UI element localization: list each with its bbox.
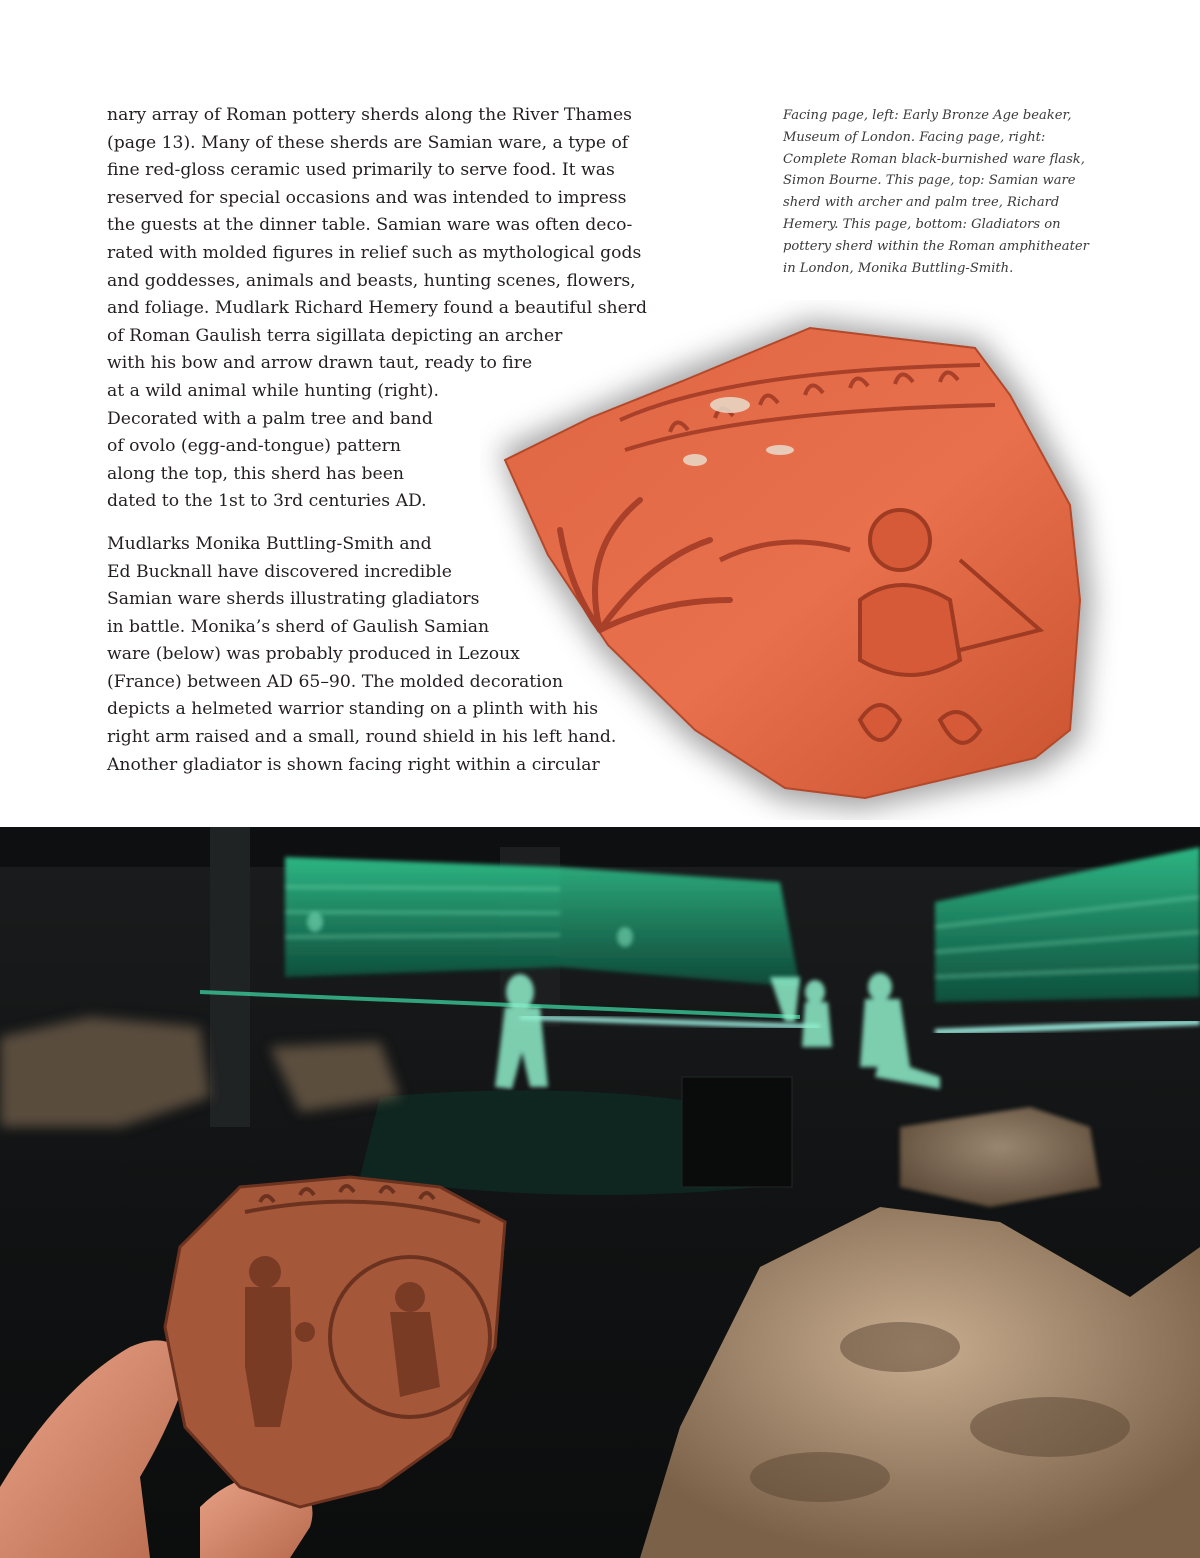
samian-sherd-illustration	[480, 300, 1130, 820]
text-line: dated to the 1st to 3rd centuries AD.	[107, 491, 427, 512]
caption-line: pottery sherd within the Roman amphitheater	[783, 238, 1089, 254]
caption-line: in London, Monika Buttling-Smith.	[783, 260, 1014, 276]
pillar	[210, 827, 250, 1127]
text-line: depicts a helmeted warrior standing on a plinth with his	[107, 699, 599, 720]
caption-line: Simon Bourne. This page, top: Samian ware	[783, 173, 1076, 189]
text-line: along the top, this sherd has been	[107, 463, 404, 484]
caption-line: Complete Roman black-burnished ware flask,	[783, 151, 1085, 167]
photo-caption	[783, 105, 1113, 279]
amphitheater-scene	[0, 827, 1200, 1558]
text-line: and goddesses, animals and beasts, hunting scenes, flowers,	[107, 270, 636, 291]
caption-line: Museum of London. Facing page, right:	[783, 129, 1046, 145]
text-line: Another gladiator is shown facing right within a circular	[107, 754, 600, 775]
caption-line: sherd with archer and palm tree, Richard	[783, 195, 1060, 211]
text-line: in battle. Monika’s sherd of Gaulish Samian	[107, 616, 490, 637]
amphitheater-photo	[0, 827, 1200, 1558]
text-line: Mudlarks Monika Buttling-Smith and	[107, 533, 432, 554]
text-line: ware (below) was probably produced in Lezoux	[107, 644, 520, 665]
display-plinth	[682, 1077, 792, 1187]
sherd-body	[505, 328, 1080, 798]
text-line: at a wild animal while hunting (right).	[107, 380, 439, 401]
text-line: Ed Bucknall have discovered incredible	[107, 561, 452, 582]
text-line: (France) between AD 65–90. The molded decoration	[107, 671, 564, 692]
samian-sherd-photo	[480, 300, 1130, 820]
text-line: (page 13). Many of these sherds are Samian ware, a type of	[107, 132, 629, 153]
text-line: reserved for special occasions and was intended to impress	[107, 187, 627, 208]
text-line: and foliage. Mudlark Richard Hemery found a beautiful sherd	[107, 298, 648, 319]
ceiling	[0, 827, 1200, 867]
text-line: Decorated with a palm tree and band	[107, 408, 433, 429]
text-line: fine red-gloss ceramic used primarily to serve food. It was	[107, 160, 615, 181]
caption-line: Hemery. This page, bottom: Gladiators on	[783, 216, 1061, 232]
text-line: with his bow and arrow drawn taut, ready to fire	[107, 353, 533, 374]
text-line: of Roman Gaulish terra sigillata depicting an archer	[107, 325, 563, 346]
text-line: the guests at the dinner table. Samian ware was often deco-	[107, 215, 633, 236]
text-line: rated with molded figures in relief such as mythological gods	[107, 242, 642, 263]
caption-line: Facing page, left: Early Bronze Age beaker,	[783, 108, 1072, 123]
text-line: of ovolo (egg-and-tongue) pattern	[107, 436, 401, 457]
text-line: Samian ware sherds illustrating gladiators	[107, 589, 480, 610]
text-line: nary array of Roman pottery sherds along the River Thames	[107, 105, 632, 125]
text-line: right arm raised and a small, round shield in his left hand.	[107, 727, 617, 748]
